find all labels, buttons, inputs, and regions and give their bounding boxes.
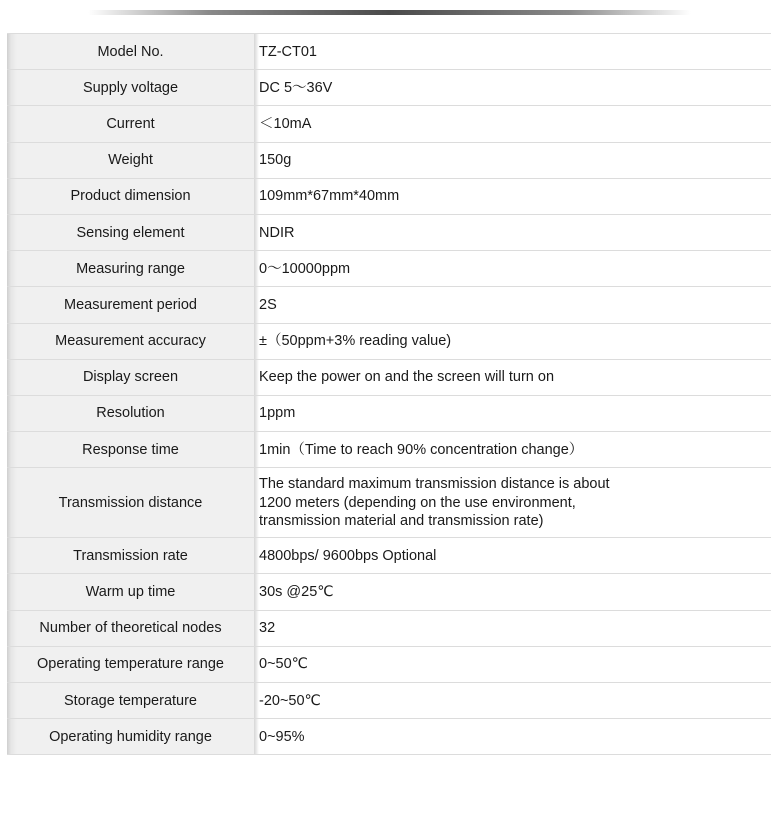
spec-label: Weight (7, 142, 254, 178)
table-row (7, 395, 771, 431)
spec-label: Model No. (7, 34, 254, 70)
spec-label: Measuring range (7, 251, 254, 287)
spec-value: 0~95% (259, 719, 771, 755)
spec-label: Product dimension (7, 178, 254, 214)
spec-value: Keep the power on and the screen will turn on (259, 359, 771, 395)
table-row (7, 251, 771, 287)
table-row (7, 70, 771, 106)
spec-label: Measurement accuracy (7, 323, 254, 359)
table-row (7, 178, 771, 214)
table-row (7, 34, 771, 70)
table-row (7, 719, 771, 755)
spec-value: NDIR (259, 214, 771, 250)
spec-value: 109mm*67mm*40mm (259, 178, 771, 214)
spec-value: -20~50℃ (259, 683, 771, 719)
spec-value: 32 (259, 610, 771, 646)
spec-table (7, 33, 771, 755)
table-row (7, 432, 771, 468)
spec-value: 1min（Time to reach 90% concentration change） (259, 432, 771, 468)
spec-label: Supply voltage (7, 70, 254, 106)
spec-label: Measurement period (7, 287, 254, 323)
spec-value-line: 1200 meters (depending on the use environment, (259, 494, 576, 511)
table-row (7, 610, 771, 646)
spec-value: 2S (259, 287, 771, 323)
spec-value: 0〜10000ppm (259, 251, 771, 287)
spec-value: 150g (259, 142, 771, 178)
spec-value: 4800bps/ 9600bps Optional (259, 538, 771, 574)
spec-label: Operating humidity range (7, 719, 254, 755)
spec-value-line: transmission material and transmission rate) (259, 513, 544, 529)
spec-label: Warm up time (7, 574, 254, 610)
spec-value (259, 468, 771, 538)
spec-label: Current (7, 106, 254, 142)
spec-label: Storage temperature (7, 683, 254, 719)
spec-label: Transmission rate (7, 538, 254, 574)
spec-label: Resolution (7, 395, 254, 431)
table-row (7, 574, 771, 610)
table-row (7, 106, 771, 142)
spec-value: 30s @25℃ (259, 574, 771, 610)
table-row (7, 683, 771, 719)
spec-value: 0~50℃ (259, 646, 771, 682)
spec-value-line: The standard maximum transmission distance is about (259, 476, 610, 492)
spec-label: Response time (7, 432, 254, 468)
table-row (7, 538, 771, 574)
table-row (7, 323, 771, 359)
table-row (7, 359, 771, 395)
table-row (7, 468, 771, 538)
table-row (7, 214, 771, 250)
decorative-divider (88, 10, 691, 15)
spec-label: Number of theoretical nodes (7, 610, 254, 646)
table-row (7, 142, 771, 178)
spec-label: Transmission distance (7, 468, 254, 538)
spec-value: DC 5〜36V (259, 70, 771, 106)
table-row (7, 287, 771, 323)
spec-value: ＜10mA (259, 106, 771, 142)
spec-label: Sensing element (7, 214, 254, 250)
spec-value: ±（50ppm+3% reading value) (259, 323, 771, 359)
spec-value: 1ppm (259, 395, 771, 431)
spec-label: Operating temperature range (7, 646, 254, 682)
spec-label: Display screen (7, 359, 254, 395)
spec-value: TZ-CT01 (259, 34, 771, 70)
table-row (7, 646, 771, 682)
